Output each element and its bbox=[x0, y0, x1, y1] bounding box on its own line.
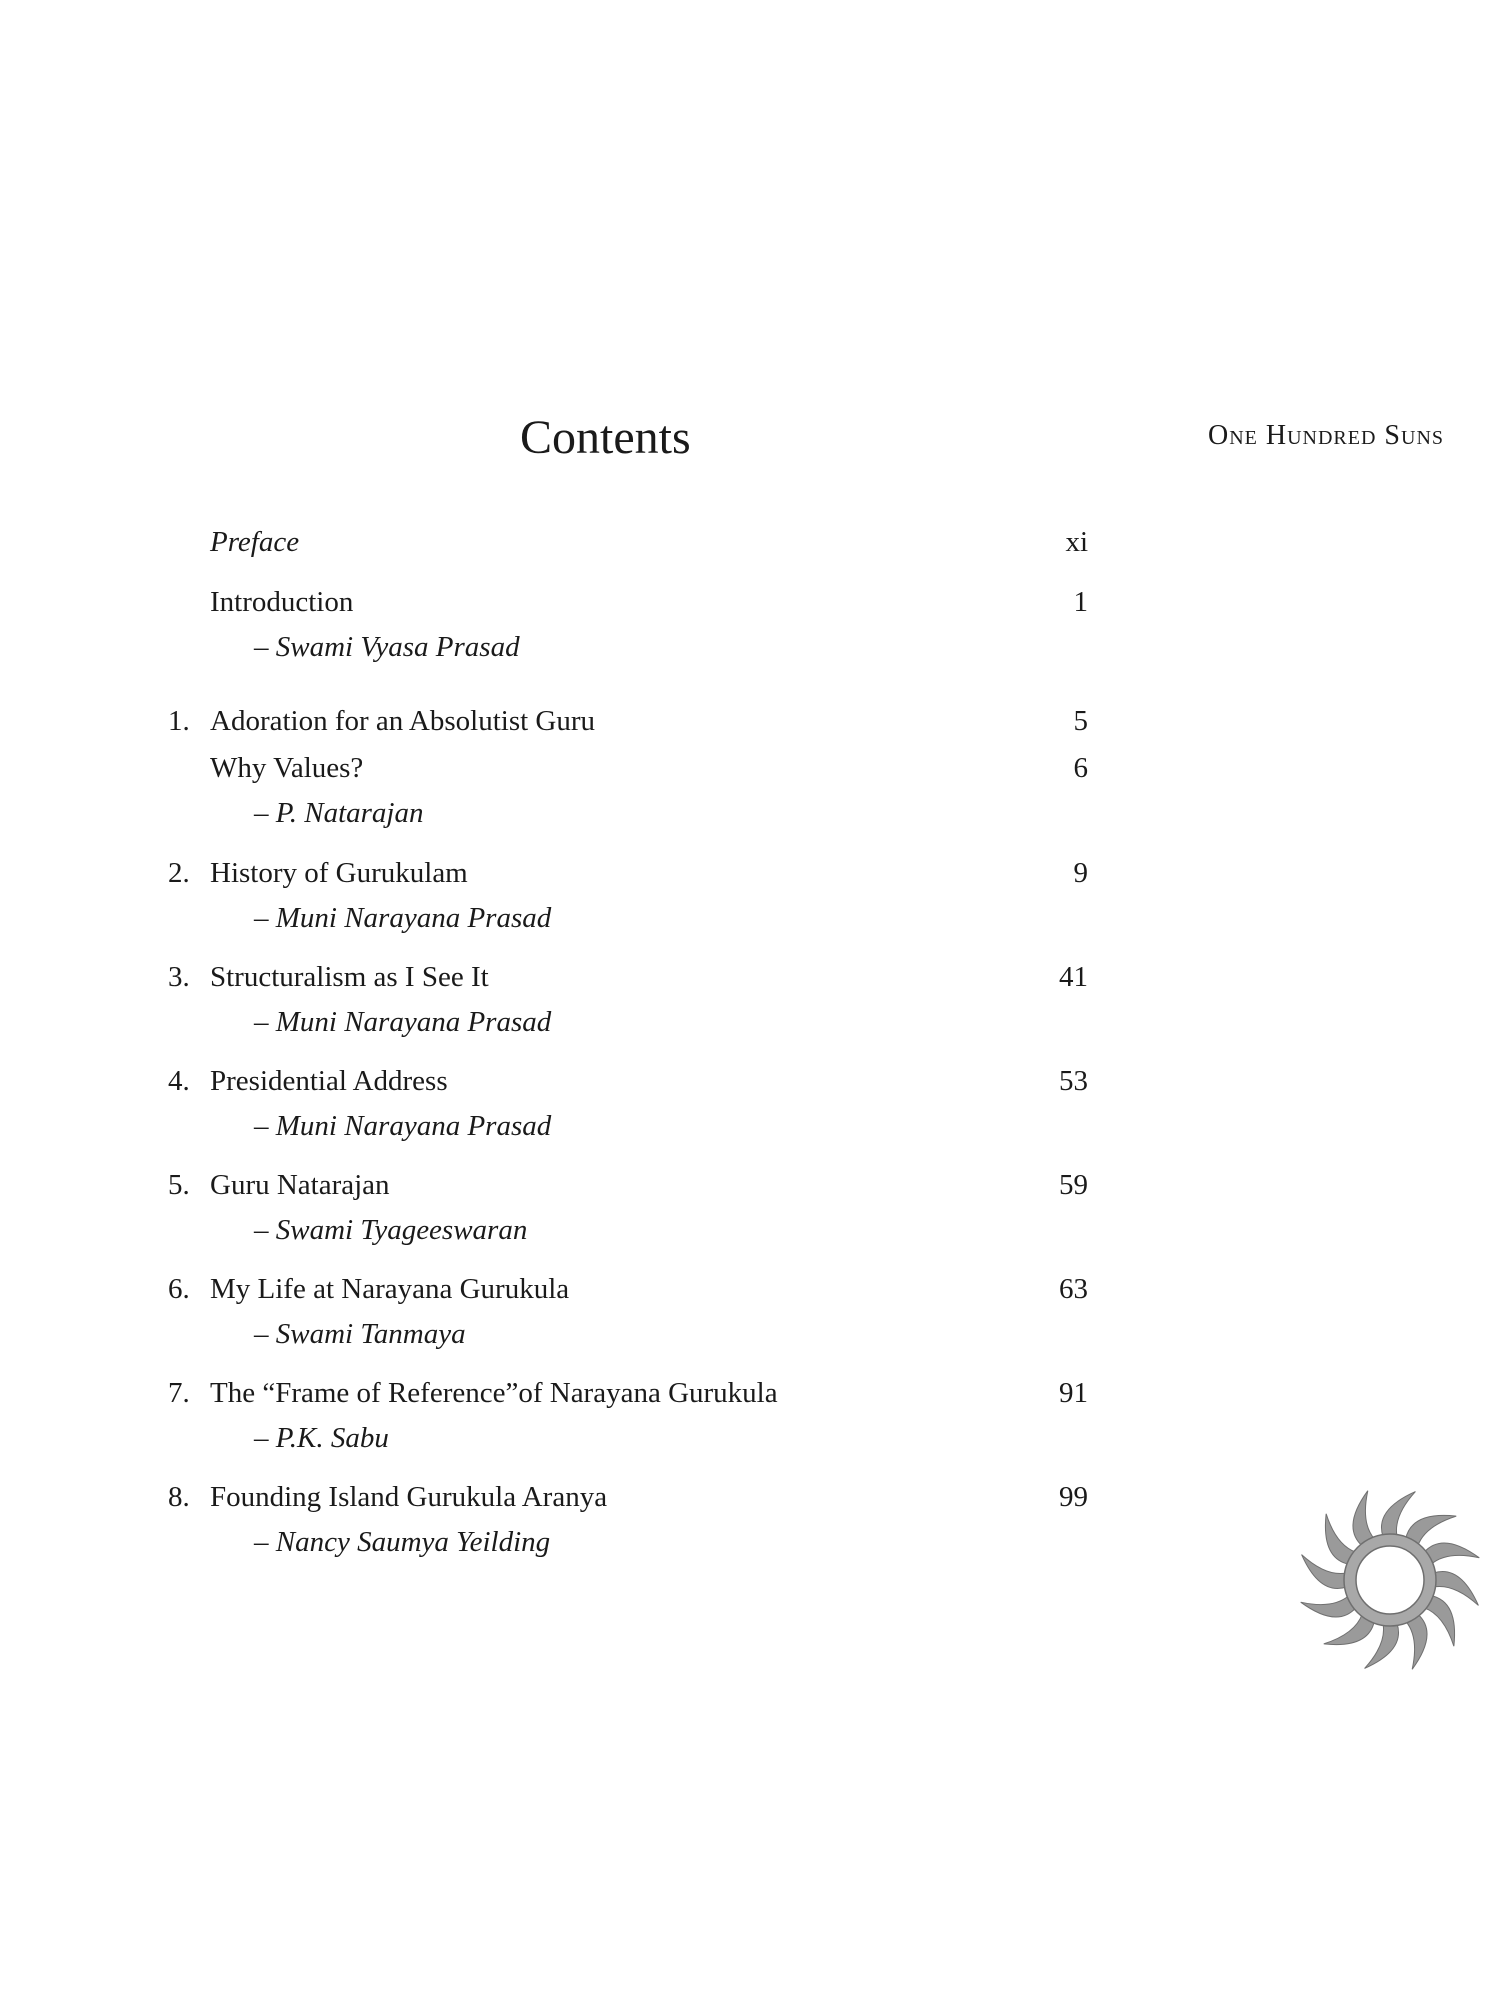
list-item bbox=[168, 701, 1088, 741]
entry-page: 63 bbox=[1059, 1273, 1088, 1305]
entry-page: 5 bbox=[1073, 705, 1088, 737]
entry-number: 6. bbox=[168, 1273, 190, 1305]
entry-title: Presidential Address bbox=[210, 1065, 448, 1097]
list-item bbox=[168, 1373, 1088, 1413]
entry-number: 1. bbox=[168, 705, 190, 737]
entry-page: 41 bbox=[1059, 961, 1088, 993]
entry-number: 5. bbox=[168, 1169, 190, 1201]
entry-page: 99 bbox=[1059, 1481, 1088, 1513]
entry-page: 6 bbox=[1073, 752, 1088, 784]
list-item bbox=[168, 522, 1088, 562]
entry-number: 2. bbox=[168, 857, 190, 889]
entry-page: 1 bbox=[1073, 586, 1088, 618]
list-item bbox=[168, 748, 1088, 788]
running-head: One Hundred Suns bbox=[1208, 420, 1445, 451]
entry-title: Introduction bbox=[210, 586, 354, 618]
entry-author: – Swami Tyageeswaran bbox=[254, 1214, 528, 1246]
entry-title: Structuralism as I See It bbox=[210, 961, 489, 993]
entry-author: – Muni Narayana Prasad bbox=[254, 1006, 552, 1038]
entry-author: – P. Natarajan bbox=[254, 797, 424, 829]
list-item bbox=[168, 1165, 1088, 1205]
list-item bbox=[168, 1477, 1088, 1517]
entry-author: – Swami Vyasa Prasad bbox=[254, 631, 520, 663]
entry-title: History of Gurukulam bbox=[210, 857, 468, 889]
entry-number: 7. bbox=[168, 1377, 190, 1409]
entry-title: The “Frame of Reference”of Narayana Gurukula bbox=[210, 1377, 778, 1409]
entry-author: – Muni Narayana Prasad bbox=[254, 902, 552, 934]
entry-number: 8. bbox=[168, 1481, 190, 1513]
entry-page: 59 bbox=[1059, 1169, 1088, 1201]
entry-title: Adoration for an Absolutist Guru bbox=[210, 705, 596, 737]
entry-title: My Life at Narayana Gurukula bbox=[210, 1273, 570, 1305]
entry-page: 9 bbox=[1073, 857, 1088, 889]
entry-title: Founding Island Gurukula Aranya bbox=[210, 1481, 608, 1513]
page-title: Contents bbox=[520, 411, 691, 464]
entry-page: 53 bbox=[1059, 1065, 1088, 1097]
list-item bbox=[168, 1061, 1088, 1101]
entry-number: 4. bbox=[168, 1065, 190, 1097]
entry-title: Preface bbox=[210, 526, 300, 558]
list-item bbox=[168, 957, 1088, 997]
entry-author: – Muni Narayana Prasad bbox=[254, 1110, 552, 1142]
list-item bbox=[168, 853, 1088, 893]
entry-author: – Nancy Saumya Yeilding bbox=[254, 1526, 551, 1558]
entry-page: 91 bbox=[1059, 1377, 1088, 1409]
list-item bbox=[168, 1269, 1088, 1309]
entry-author: – Swami Tanmaya bbox=[254, 1318, 466, 1350]
entry-title: Guru Natarajan bbox=[210, 1169, 390, 1201]
sun-icon bbox=[1290, 1480, 1490, 1680]
entry-number: 3. bbox=[168, 961, 190, 993]
list-item bbox=[168, 582, 1088, 622]
entry-title: Why Values? bbox=[210, 752, 364, 784]
entry-author: – P.K. Sabu bbox=[254, 1422, 389, 1454]
entry-page: xi bbox=[1065, 526, 1088, 558]
